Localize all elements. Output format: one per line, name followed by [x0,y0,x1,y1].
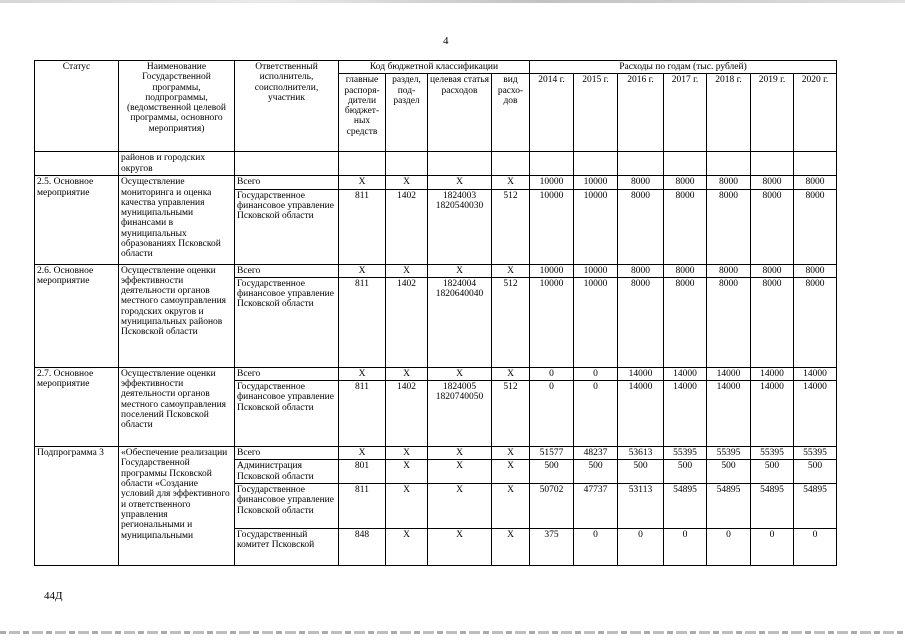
header-executor: Ответственный исполнитель, соисполнители, участник [235,61,339,152]
year-value-cell: 14000 [618,381,664,447]
header-year: 2014 г. [530,74,574,152]
type-cell: X [492,460,530,484]
section-cell: X [386,447,428,460]
section-cell: X [386,176,428,189]
header-bcc: Код бюджетной классификации [339,61,530,74]
name-cell: Осуществление мониторинга и оценка качества управления муниципальными финансами в муниципальных образованиях Псковской области [119,176,235,264]
year-value-cell [664,152,707,176]
year-value-cell: 0 [574,367,618,380]
header-year: 2017 г. [664,74,707,152]
section-cell: X [386,529,428,566]
executor-cell: Государственное финансовое управление Псковской области [235,484,339,529]
year-value-cell: 500 [618,460,664,484]
type-cell: X [492,484,530,529]
year-value-cell: 14000 [664,381,707,447]
year-value-cell: 8000 [751,277,794,367]
type-cell [492,152,530,176]
year-value-cell: 500 [530,460,574,484]
year-value-cell: 8000 [794,264,837,277]
article-cell: X [428,367,492,380]
year-value-cell: 0 [707,529,751,566]
year-value-cell: 8000 [707,277,751,367]
year-value-cell: 0 [664,529,707,566]
year-value-cell: 10000 [574,264,618,277]
year-value-cell: 375 [530,529,574,566]
year-value-cell: 48237 [574,447,618,460]
year-value-cell: 54895 [751,484,794,529]
type-cell: X [492,367,530,380]
year-value-cell: 47737 [574,484,618,529]
grs-cell: X [339,264,386,277]
header-article: целевая статья расходов [428,74,492,152]
grs-cell: 811 [339,277,386,367]
year-value-cell: 0 [530,381,574,447]
year-value-cell: 54895 [664,484,707,529]
year-value-cell: 10000 [530,264,574,277]
year-value-cell: 10000 [574,277,618,367]
header-section: раздел, под- раздел [386,74,428,152]
header-year: 2019 г. [751,74,794,152]
section-cell: X [386,367,428,380]
year-value-cell: 0 [751,529,794,566]
section-cell: 1402 [386,381,428,447]
year-value-cell: 8000 [664,176,707,189]
year-value-cell: 14000 [751,367,794,380]
type-cell: X [492,447,530,460]
type-cell: X [492,529,530,566]
year-value-cell: 54895 [707,484,751,529]
year-value-cell: 51577 [530,447,574,460]
scan-edge-top [0,0,905,3]
header-year: 2016 г. [618,74,664,152]
header-year: 2018 г. [707,74,751,152]
article-cell: X [428,529,492,566]
header-expenses: Расходы по годам (тыс. рублей) [530,61,837,74]
footer-code: 44Д [44,590,63,602]
article-cell: X [428,264,492,277]
article-cell: X [428,447,492,460]
year-value-cell: 8000 [618,277,664,367]
page-number: 4 [443,35,449,47]
status-cell [35,152,119,176]
name-cell: «Обеспечение реализации Государственной программы Псковской области «Создание условий для эффективного и ответственного управления региональными и муниципальными [119,447,235,566]
year-value-cell [574,152,618,176]
year-value-cell: 55395 [751,447,794,460]
year-value-cell: 10000 [574,189,618,264]
executor-cell: Государственное финансовое управление Псковской области [235,381,339,447]
article-cell: 1824003 1820540030 [428,189,492,264]
year-value-cell: 10000 [530,189,574,264]
year-value-cell: 500 [664,460,707,484]
grs-cell: 811 [339,381,386,447]
year-value-cell: 500 [707,460,751,484]
year-value-cell: 14000 [618,367,664,380]
year-value-cell: 0 [618,529,664,566]
year-value-cell: 8000 [751,264,794,277]
year-value-cell [751,152,794,176]
year-value-cell: 8000 [618,264,664,277]
type-cell: 512 [492,189,530,264]
section-cell [386,152,428,176]
year-value-cell: 8000 [664,277,707,367]
header-status: Статус [35,61,119,152]
type-cell: 512 [492,277,530,367]
header-year: 2015 г. [574,74,618,152]
scan-edge-bottom [0,631,905,634]
executor-cell [235,152,339,176]
year-value-cell: 8000 [664,189,707,264]
section-cell: X [386,460,428,484]
executor-cell: Всего [235,176,339,189]
year-value-cell: 8000 [664,264,707,277]
table-header [35,61,837,152]
type-cell: X [492,264,530,277]
year-value-cell: 55395 [707,447,751,460]
year-value-cell: 14000 [794,367,837,380]
grs-cell: 801 [339,460,386,484]
year-value-cell: 8000 [618,176,664,189]
year-value-cell [794,152,837,176]
year-value-cell: 55395 [664,447,707,460]
year-value-cell: 10000 [530,176,574,189]
executor-cell: Всего [235,264,339,277]
year-value-cell: 500 [751,460,794,484]
year-value-cell: 14000 [707,381,751,447]
name-cell: Осуществление оценки эффективности деятельности органов местного самоуправления поселений Псковской области [119,367,235,446]
year-value-cell: 0 [794,529,837,566]
section-cell: X [386,484,428,529]
continuation-row [35,152,837,176]
table-row [35,367,837,380]
year-value-cell: 8000 [707,189,751,264]
year-value-cell: 8000 [707,176,751,189]
article-cell: X [428,460,492,484]
year-value-cell: 0 [574,381,618,447]
header-type: вид расхо- дов [492,74,530,152]
year-value-cell: 8000 [794,277,837,367]
year-value-cell: 0 [530,367,574,380]
article-cell [428,152,492,176]
year-value-cell: 8000 [794,189,837,264]
executor-cell: Администрация Псковской области [235,460,339,484]
year-value-cell: 10000 [574,176,618,189]
status-cell: 2.7. Основное мероприятие [35,367,119,446]
year-value-cell: 14000 [751,381,794,447]
type-cell: 512 [492,381,530,447]
status-cell: 2.5. Основное мероприятие [35,176,119,264]
grs-cell: 811 [339,189,386,264]
table-row [35,176,837,189]
table-row [35,264,837,277]
executor-cell: Государственное финансовое управление Псковской области [235,277,339,367]
year-value-cell: 55395 [794,447,837,460]
grs-cell: 811 [339,484,386,529]
section-cell: X [386,264,428,277]
year-value-cell: 500 [574,460,618,484]
year-value-cell [530,152,574,176]
year-value-cell: 14000 [664,367,707,380]
year-value-cell: 8000 [794,176,837,189]
year-value-cell [618,152,664,176]
executor-cell: Государственный комитет Псковской [235,529,339,566]
name-cell: Осуществление оценки эффективности деятельности органов местного самоуправления городских округов и муниципальных районов Псковской области [119,264,235,367]
header-year: 2020 г. [794,74,837,152]
grs-cell: X [339,367,386,380]
year-value-cell: 8000 [618,189,664,264]
grs-cell: X [339,176,386,189]
year-value-cell: 53613 [618,447,664,460]
section-cell: 1402 [386,277,428,367]
article-cell: X [428,484,492,529]
section-cell: 1402 [386,189,428,264]
header-name: Наименование Государственной программы, подпрограммы, (ведомственной целевой программы, основного мероприятия) [119,61,235,152]
table-row [35,447,837,460]
year-value-cell: 14000 [707,367,751,380]
year-value-cell: 8000 [751,176,794,189]
name-cell: районов и городских округов [119,152,235,176]
year-value-cell [707,152,751,176]
budget-table [34,60,837,566]
year-value-cell: 0 [574,529,618,566]
header-grs: главные распоря- дители бюджет- ных средств [339,74,386,152]
executor-cell: Государственное финансовое управление Псковской области [235,189,339,264]
type-cell: X [492,176,530,189]
year-value-cell: 8000 [707,264,751,277]
table-body [35,152,837,566]
article-cell: X [428,176,492,189]
year-value-cell: 14000 [794,381,837,447]
year-value-cell: 50702 [530,484,574,529]
grs-cell: X [339,447,386,460]
status-cell: Подпрограмма 3 [35,447,119,566]
grs-cell: 848 [339,529,386,566]
executor-cell: Всего [235,367,339,380]
year-value-cell: 8000 [751,189,794,264]
status-cell: 2.6. Основное мероприятие [35,264,119,367]
year-value-cell: 54895 [794,484,837,529]
article-cell: 1824005 1820740050 [428,381,492,447]
article-cell: 1824004 1820640040 [428,277,492,367]
grs-cell [339,152,386,176]
year-value-cell: 10000 [530,277,574,367]
year-value-cell: 500 [794,460,837,484]
year-value-cell: 53113 [618,484,664,529]
executor-cell: Всего [235,447,339,460]
